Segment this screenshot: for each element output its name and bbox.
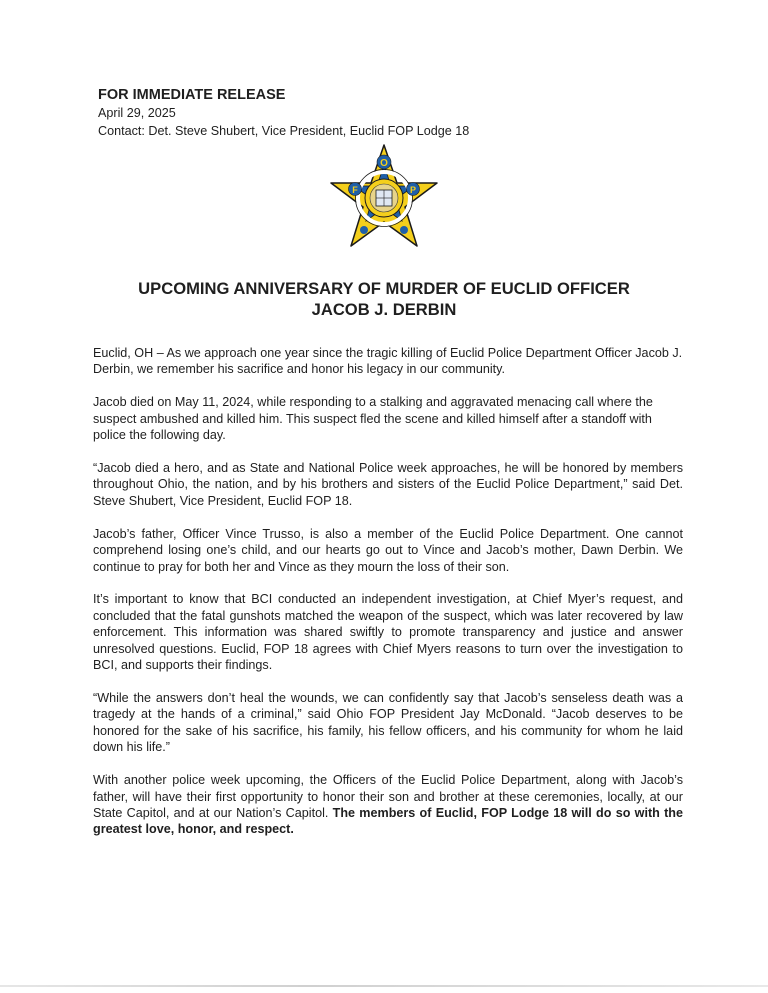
paragraph-intro: Euclid, OH – As we approach one year since the tragic killing of Euclid Police Department Officer Jacob J. Derbin, we remember his sacrifice and honor his legacy in our community. [93,346,683,377]
release-body [93,345,683,854]
page-bottom-edge [0,985,768,987]
headline-line-1: UPCOMING ANNIVERSARY OF MURDER OF EUCLID OFFICER [138,279,630,298]
paragraph-incident: Jacob died on May 11, 2024, while responding to a stalking and aggravated menacing call where the suspect ambushed and killed him. This suspect fled the scene and killed himself after a standoff with police the following day. [93,395,653,443]
paragraph-quote-mcdonald: “While the answers don’t heal the wounds, we can confidently say that Jacob’s senseless death was a tragedy at the hands of a criminal,” said Ohio FOP President Jay McDonald. “Jacob deserves to be honored for the sake of his sacrifice, his family, his fellow officers, and his community for whom he laid down his life.” [93,691,683,755]
closing-bold-text: The members of Euclid, FOP Lodge 18 will do so with the greatest love, honor, and respect. [93,805,683,837]
release-label: FOR IMMEDIATE RELEASE [98,87,286,103]
release-date: April 29, 2025 [98,106,176,120]
paragraph-quote-shubert: “Jacob died a hero, and as State and National Police week approaches, he will be honored by members throughout Ohio, the nation, and by his brothers and sisters of the Euclid Police Department,” said Det. Steve Shubert, Vice President, Euclid FOP 18. [93,461,683,508]
paragraph-family: Jacob’s father, Officer Vince Trusso, is also a member of the Euclid Police Department. One cannot comprehend losing one’s child, and our hearts go out to Vince and Jacob’s mother, Dawn Derbin. We continue to pray for both her and Vince as they mourn the loss of their son. [93,526,683,574]
fop-star-emblem-icon [328,143,440,251]
paragraph-investigation: It’s important to know that BCI conducted an independent investigation, at Chief Myer’s request, and concluded that the fatal gunshots matched the weapon of the suspect, which was later recovered by law enforcement. This information was shared swiftly to promote transparency and justice and answer unresolved questions. Euclid, FOP 18 agrees with Chief Myers reasons to turn over the investigation to BCI, and supports their findings. [93,592,683,673]
release-header [98,86,698,140]
headline [60,278,708,320]
closing-text: With another police week upcoming, the Officers of the Euclid Police Department, along with Jacob’s father, will have their first opportunity to honor their son and brother at these ceremonies, locally, at our State Capitol, and at our Nation’s Capitol. [93,773,683,820]
logo-letter-o: O [380,158,388,169]
contact-line: Contact: Det. Steve Shubert, Vice President, Euclid FOP Lodge 18 [98,124,470,138]
headline-line-2: JACOB J. DERBIN [311,300,457,319]
paragraph-closing [93,772,683,838]
logo-letter-f: F [352,185,358,195]
logo-letter-p: P [409,185,417,195]
